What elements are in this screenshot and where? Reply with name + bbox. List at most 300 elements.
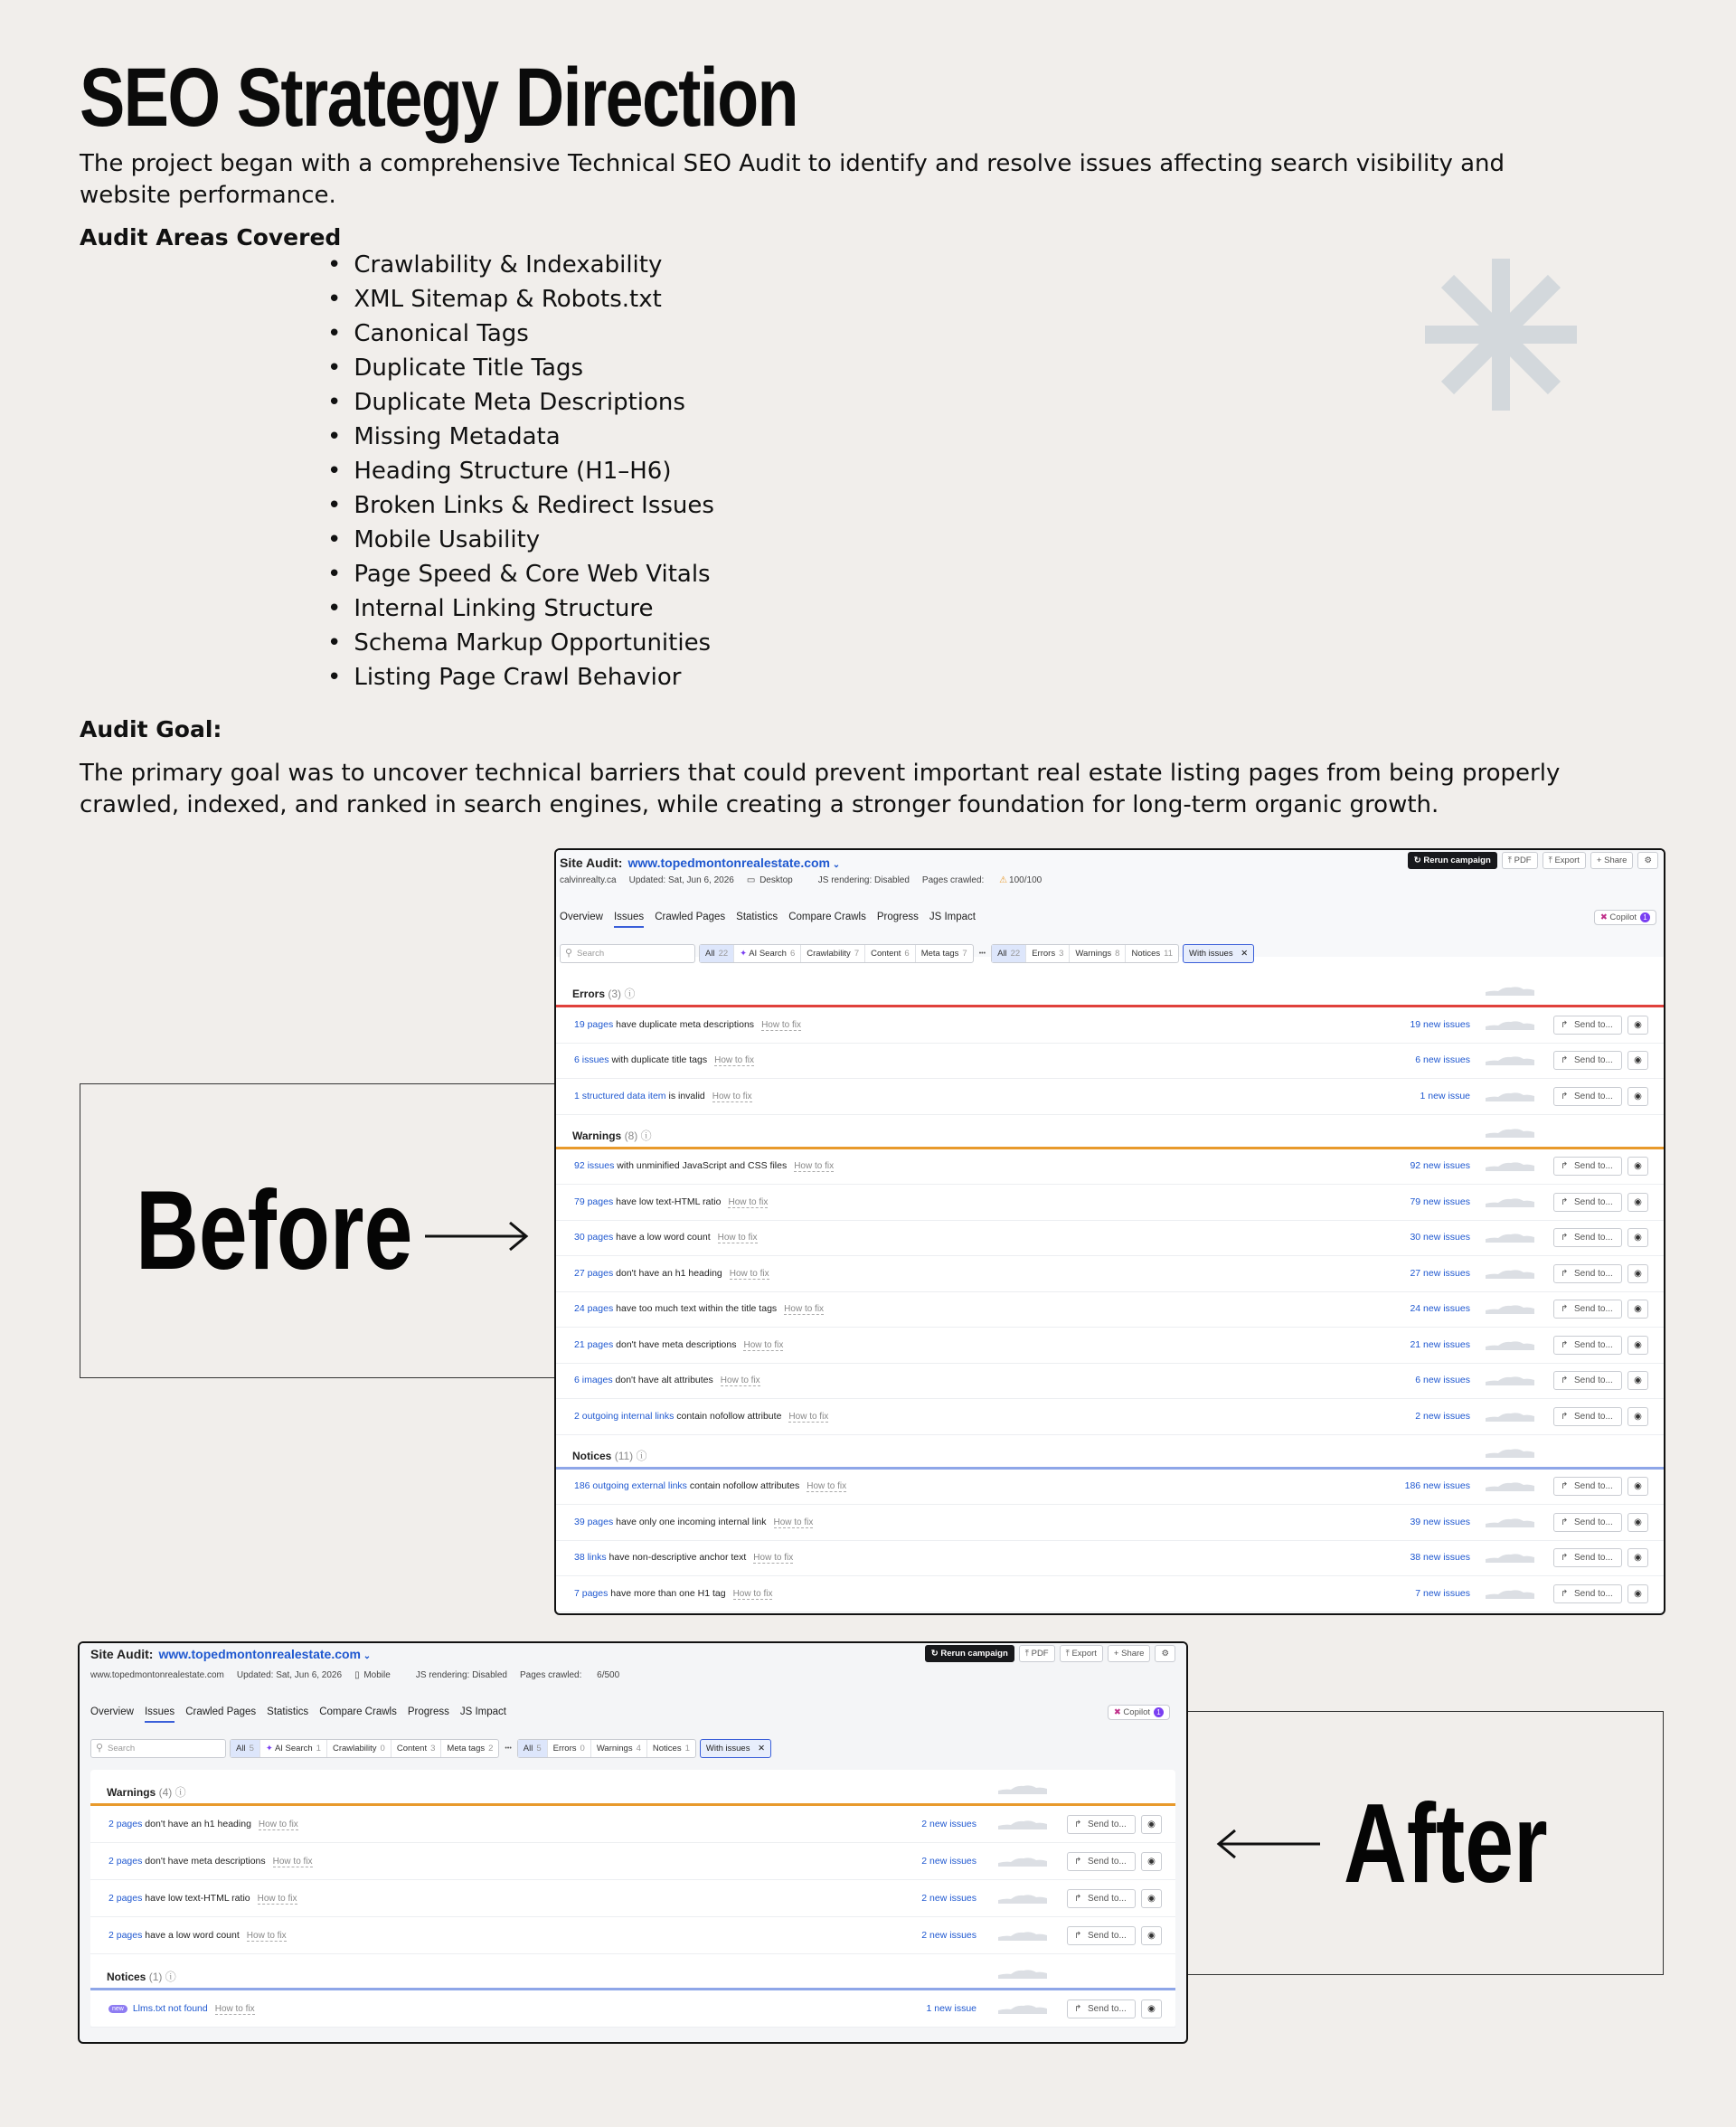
issue-row xyxy=(556,1505,1664,1541)
copilot-label: Copilot xyxy=(1609,912,1637,922)
export-button[interactable] xyxy=(1060,1645,1103,1662)
section-header-notices xyxy=(90,1954,1175,1990)
send-to-button[interactable]: ↱ Send to... xyxy=(1553,1584,1622,1603)
before-audit-screenshot xyxy=(554,848,1665,1615)
send-to-button[interactable]: ↱ Send to... xyxy=(1067,1815,1136,1834)
tab-bar xyxy=(560,912,976,928)
tab-progress[interactable]: Progress xyxy=(876,912,919,922)
issue-row xyxy=(90,1917,1175,1954)
section-header-notices xyxy=(556,1435,1664,1470)
chevron-down-icon[interactable]: ⌄ xyxy=(830,860,841,870)
panel-header xyxy=(556,850,1664,957)
issue-link[interactable]: 7 pages xyxy=(574,1587,609,1599)
section-count: (3) xyxy=(608,988,622,1000)
filter-meta-tags[interactable] xyxy=(441,1740,498,1757)
filter-label: Notices xyxy=(1131,949,1161,959)
copilot-icon: ✖ xyxy=(1113,1707,1124,1717)
send-to-button[interactable]: ↱ Send to... xyxy=(1553,1157,1622,1176)
issue-sparkline xyxy=(1486,1551,1534,1563)
issue-text xyxy=(108,1856,313,1867)
how-to-fix-link[interactable]: How to fix xyxy=(214,2003,255,2014)
share-icon: + xyxy=(1596,856,1605,865)
send-to-button[interactable]: ↱ Send to... xyxy=(1067,1999,1136,2018)
pages-crawled-value: 100/100 xyxy=(1009,875,1043,885)
send-to-button[interactable]: ↱ Send to... xyxy=(1067,1889,1136,1908)
eye-icon[interactable]: ◉ xyxy=(1628,1513,1648,1532)
filter-ai-search[interactable] xyxy=(260,1740,327,1757)
send-to-button[interactable]: ↱ Send to... xyxy=(1553,1087,1622,1106)
send-to-button[interactable]: ↱ Send to... xyxy=(1553,1513,1622,1532)
how-to-fix-link[interactable]: How to fix xyxy=(729,1268,769,1279)
eye-icon[interactable]: ◉ xyxy=(1628,1051,1648,1070)
info-icon: ⓘ xyxy=(633,1449,647,1462)
eye-icon[interactable]: ◉ xyxy=(1628,1371,1648,1390)
new-issues-link[interactable]: 2 new issues xyxy=(1415,1410,1470,1422)
left-arrow-icon xyxy=(1213,1825,1322,1863)
eye-icon[interactable]: ◉ xyxy=(1628,1157,1648,1176)
issue-sparkline xyxy=(1486,1302,1534,1314)
issue-link[interactable]: 92 issues xyxy=(574,1160,615,1172)
tab-issues[interactable]: Issues xyxy=(145,1706,175,1723)
issue-link[interactable]: Llms.txt not found xyxy=(132,2002,208,2014)
category-filter-group xyxy=(230,1739,499,1758)
before-label: Before xyxy=(136,1168,413,1293)
issue-text xyxy=(574,1339,783,1350)
issue-description: don't have an h1 heading xyxy=(145,1818,251,1829)
export-label: Export xyxy=(1554,856,1580,865)
issue-description: have more than one H1 tag xyxy=(610,1587,726,1599)
eye-icon[interactable]: ◉ xyxy=(1628,1548,1648,1567)
issues-list xyxy=(556,973,1664,1612)
how-to-fix-link[interactable]: How to fix xyxy=(761,1019,801,1030)
send-to-button[interactable]: ↱ Send to... xyxy=(1553,1477,1622,1496)
new-issues-link[interactable]: 2 new issues xyxy=(921,1855,976,1867)
filter-notices[interactable] xyxy=(1126,945,1178,962)
issue-description: is invalid xyxy=(668,1090,705,1101)
how-to-fix-link[interactable]: How to fix xyxy=(246,1930,287,1941)
toolbar xyxy=(1408,852,1658,869)
issue-link[interactable]: 2 outgoing internal links xyxy=(574,1410,675,1422)
issue-link[interactable]: 27 pages xyxy=(574,1267,614,1279)
issue-text xyxy=(108,1893,297,1904)
search-input[interactable]: ⚲ Search xyxy=(560,944,695,963)
issue-description: contain nofollow attributes xyxy=(689,1480,800,1492)
section-count: (4) xyxy=(158,1786,173,1799)
filter-label: Meta tags xyxy=(920,949,959,959)
pdf-icon: ⤒ xyxy=(1024,1649,1032,1659)
filter-label: All xyxy=(705,949,715,959)
with-issues-toggle[interactable] xyxy=(700,1739,771,1758)
domain-link[interactable]: www.topedmontonrealestate.com xyxy=(627,856,830,870)
issue-row xyxy=(90,1990,1175,2028)
new-issues-link[interactable]: 2 new issues xyxy=(921,1892,976,1904)
eye-icon[interactable]: ◉ xyxy=(1141,1889,1162,1908)
copilot-button[interactable] xyxy=(1108,1705,1170,1720)
filter-label: Content xyxy=(871,949,901,959)
right-arrow-icon xyxy=(423,1217,530,1255)
share-button[interactable] xyxy=(1590,852,1634,869)
pdf-button[interactable] xyxy=(1019,1645,1055,1662)
send-to-button[interactable]: ↱ Send to... xyxy=(1553,1051,1622,1070)
eye-icon[interactable]: ◉ xyxy=(1141,1815,1162,1834)
after-audit-screenshot xyxy=(78,1641,1188,2044)
eye-icon[interactable]: ◉ xyxy=(1628,1016,1648,1035)
section-name: Warnings xyxy=(107,1786,156,1799)
issue-text xyxy=(574,1517,813,1527)
new-issues-link[interactable]: 2 new issues xyxy=(921,1929,976,1941)
issue-text xyxy=(108,2003,255,2014)
issue-link[interactable]: 19 pages xyxy=(574,1018,614,1030)
issue-row xyxy=(90,1806,1175,1843)
export-icon: ⤒ xyxy=(1548,856,1555,865)
issue-description: have duplicate meta descriptions xyxy=(616,1018,755,1030)
issue-description: with duplicate title tags xyxy=(611,1054,708,1066)
issue-row xyxy=(90,1843,1175,1880)
how-to-fix-link[interactable]: How to fix xyxy=(794,1161,835,1172)
send-to-button[interactable]: ↱ Send to... xyxy=(1553,1407,1622,1426)
pages-crawled-label: Pages crawled: xyxy=(519,1670,582,1680)
updated-date: Updated: Sat, Jun 6, 2026 xyxy=(628,875,734,885)
with-issues-label: With issues xyxy=(1189,949,1233,959)
section-sparkline xyxy=(1486,1446,1534,1458)
audit-area-item: • Schema Markup Opportunities xyxy=(327,626,714,660)
issue-link[interactable]: 2 pages xyxy=(108,1892,143,1904)
share-label: Share xyxy=(1604,856,1628,865)
eye-icon[interactable]: ◉ xyxy=(1628,1584,1648,1603)
export-icon: ⤒ xyxy=(1065,1649,1072,1659)
asterisk-icon xyxy=(1420,253,1582,416)
eye-icon[interactable]: ◉ xyxy=(1628,1336,1648,1355)
audit-area-item: • Listing Page Crawl Behavior xyxy=(327,660,714,695)
copilot-icon: ✖ xyxy=(1599,912,1610,922)
how-to-fix-link[interactable]: How to fix xyxy=(807,1481,847,1492)
chevron-down-icon[interactable]: ⌄ xyxy=(361,1651,372,1661)
eye-icon[interactable]: ◉ xyxy=(1628,1264,1648,1283)
copilot-count-badge: 1 xyxy=(1154,1707,1164,1717)
eye-icon[interactable]: ◉ xyxy=(1628,1193,1648,1212)
filter-ai-search[interactable] xyxy=(734,945,801,962)
filter-content[interactable] xyxy=(392,1740,442,1757)
new-issues-link[interactable]: 27 new issues xyxy=(1410,1267,1470,1279)
new-issues-link[interactable]: 2 new issues xyxy=(921,1818,976,1829)
filter-label: All xyxy=(236,1744,246,1754)
more-icon[interactable]: ••• xyxy=(978,950,986,957)
eye-icon[interactable]: ◉ xyxy=(1628,1087,1648,1106)
issue-text xyxy=(108,1819,298,1829)
issue-link[interactable]: 6 issues xyxy=(574,1054,609,1066)
send-to-button[interactable]: ↱ Send to... xyxy=(1553,1193,1622,1212)
filter-label: Notices xyxy=(652,1744,682,1754)
issue-text xyxy=(574,1552,793,1563)
pdf-button[interactable] xyxy=(1502,852,1538,869)
new-issues-link[interactable]: 186 new issues xyxy=(1404,1480,1470,1492)
how-to-fix-link[interactable]: How to fix xyxy=(732,1588,773,1599)
how-to-fix-link[interactable]: How to fix xyxy=(712,1091,752,1101)
filter-count: 22 xyxy=(718,949,729,959)
filter-errors[interactable] xyxy=(1026,945,1070,962)
filter-label: AI Search xyxy=(749,949,787,959)
issue-link[interactable]: 1 structured data item xyxy=(574,1090,666,1101)
issue-row xyxy=(556,1576,1664,1612)
section-name: Notices xyxy=(572,1449,612,1462)
issue-description: have a low word count xyxy=(145,1929,240,1941)
send-to-button[interactable]: ↱ Send to... xyxy=(1553,1264,1622,1283)
filter-label: Errors xyxy=(1032,949,1056,959)
issue-row xyxy=(556,1149,1664,1186)
issue-text xyxy=(574,1303,824,1314)
send-to-button[interactable]: ↱ Send to... xyxy=(1067,1926,1136,1945)
filter-errors[interactable] xyxy=(548,1740,591,1757)
new-issues-link[interactable]: 21 new issues xyxy=(1410,1338,1470,1350)
tab-compare-crawls[interactable]: Compare Crawls xyxy=(319,1706,397,1717)
filter-label: AI Search xyxy=(274,1744,313,1754)
filter-count: 2 xyxy=(488,1744,494,1754)
send-to-button[interactable]: ↱ Send to... xyxy=(1553,1336,1622,1355)
tab-overview[interactable]: Overview xyxy=(560,912,603,922)
close-icon[interactable]: ✕ xyxy=(755,1744,766,1754)
new-issues-link[interactable]: 39 new issues xyxy=(1410,1516,1470,1527)
how-to-fix-link[interactable]: How to fix xyxy=(717,1233,758,1243)
send-to-button[interactable]: ↱ Send to... xyxy=(1553,1228,1622,1247)
filter-bar xyxy=(560,944,1254,963)
how-to-fix-link[interactable]: How to fix xyxy=(728,1196,769,1207)
device-text: Mobile xyxy=(363,1670,391,1680)
filter-warnings[interactable] xyxy=(1070,945,1126,962)
pages-crawled-value: 6/500 xyxy=(597,1670,620,1680)
tab-js-impact[interactable]: JS Impact xyxy=(929,912,976,922)
send-to-button[interactable]: ↱ Send to... xyxy=(1553,1371,1622,1390)
issue-link[interactable]: 2 pages xyxy=(108,1929,143,1941)
section-title xyxy=(572,986,635,1001)
section-count: (1) xyxy=(148,1971,163,1983)
tab-progress[interactable]: Progress xyxy=(407,1706,449,1717)
tab-statistics[interactable]: Statistics xyxy=(736,912,778,922)
new-issues-link[interactable]: 19 new issues xyxy=(1410,1018,1470,1030)
close-icon[interactable]: ✕ xyxy=(1238,949,1249,959)
issue-text xyxy=(574,1091,752,1101)
device-label xyxy=(747,875,806,885)
updated-date: Updated: Sat, Jun 6, 2026 xyxy=(236,1670,343,1680)
new-issues-link[interactable]: 1 new issue xyxy=(1420,1090,1470,1101)
filter-crawlability[interactable] xyxy=(327,1740,392,1757)
issue-row xyxy=(90,1880,1175,1917)
new-issues-link[interactable]: 79 new issues xyxy=(1410,1196,1470,1207)
issue-sparkline xyxy=(1486,1410,1534,1422)
tab-crawled-pages[interactable]: Crawled Pages xyxy=(655,912,726,922)
more-icon[interactable]: ••• xyxy=(505,1745,512,1752)
section-title xyxy=(572,1448,647,1463)
rerun-campaign-button[interactable] xyxy=(925,1645,1014,1662)
how-to-fix-link[interactable]: How to fix xyxy=(784,1304,825,1315)
tab-crawled-pages[interactable]: Crawled Pages xyxy=(185,1706,257,1717)
filter-all[interactable] xyxy=(518,1740,548,1757)
page-title: SEO Strategy Direction xyxy=(80,52,797,144)
issue-link[interactable]: 30 pages xyxy=(574,1232,614,1243)
section-sparkline xyxy=(1486,984,1534,996)
eye-icon[interactable]: ◉ xyxy=(1628,1477,1648,1496)
filter-count: 5 xyxy=(249,1744,254,1754)
issue-sparkline xyxy=(1486,1054,1534,1065)
site-audit-label: Site Audit: xyxy=(90,1647,154,1661)
issue-text xyxy=(574,1054,754,1065)
filter-count: 0 xyxy=(380,1744,385,1754)
how-to-fix-link[interactable]: How to fix xyxy=(258,1819,298,1829)
how-to-fix-link[interactable]: How to fix xyxy=(788,1411,829,1422)
issue-description: don't have alt attributes xyxy=(615,1375,713,1386)
filter-count: 22 xyxy=(1010,949,1021,959)
eye-icon[interactable]: ◉ xyxy=(1628,1407,1648,1426)
issue-link[interactable]: 79 pages xyxy=(574,1196,614,1207)
desktop-icon: ▭ xyxy=(746,875,759,885)
issue-sparkline xyxy=(1486,1587,1534,1599)
eye-icon[interactable]: ◉ xyxy=(1141,1999,1162,2018)
new-issues-link[interactable]: 1 new issue xyxy=(926,2002,976,2014)
how-to-fix-link[interactable]: How to fix xyxy=(272,1856,313,1867)
issue-description: have non-descriptive anchor text xyxy=(609,1552,747,1564)
filter-warnings[interactable] xyxy=(591,1740,647,1757)
new-issues-link[interactable]: 7 new issues xyxy=(1415,1587,1470,1599)
audit-area-item: • Duplicate Meta Descriptions xyxy=(327,385,714,420)
issue-link[interactable]: 38 links xyxy=(574,1552,607,1564)
domain-link[interactable]: www.topedmontonrealestate.com xyxy=(158,1647,361,1661)
rerun-label: Rerun campaign xyxy=(1423,856,1491,865)
filter-count: 3 xyxy=(430,1744,436,1754)
eye-icon[interactable]: ◉ xyxy=(1628,1300,1648,1319)
audit-area-item: • Canonical Tags xyxy=(327,317,714,351)
refresh-icon: ↻ xyxy=(1413,856,1424,865)
sub-domain: calvinrealty.ca xyxy=(560,875,617,885)
new-issues-link[interactable]: 38 new issues xyxy=(1410,1552,1470,1564)
tab-statistics[interactable]: Statistics xyxy=(267,1706,309,1717)
new-issues-link[interactable]: 24 new issues xyxy=(1410,1303,1470,1315)
tab-bar xyxy=(90,1706,506,1723)
issue-link[interactable]: 186 outgoing external links xyxy=(574,1480,687,1492)
how-to-fix-link[interactable]: How to fix xyxy=(773,1517,814,1527)
filter-count: 7 xyxy=(962,949,967,959)
issue-link[interactable]: 2 pages xyxy=(108,1855,143,1867)
new-issues-link[interactable]: 6 new issues xyxy=(1415,1054,1470,1066)
filter-all[interactable] xyxy=(700,945,734,962)
how-to-fix-link[interactable]: How to fix xyxy=(714,1055,755,1066)
issue-text xyxy=(574,1019,801,1030)
issue-text xyxy=(574,1160,834,1171)
rerun-campaign-button[interactable] xyxy=(1408,852,1497,869)
eye-icon[interactable]: ◉ xyxy=(1628,1228,1648,1247)
issue-link[interactable]: 2 pages xyxy=(108,1818,143,1829)
filter-notices[interactable] xyxy=(647,1740,695,1757)
issue-link[interactable]: 6 images xyxy=(574,1375,613,1386)
search-input[interactable]: ⚲ Search xyxy=(90,1739,226,1758)
issue-sparkline xyxy=(1486,1516,1534,1527)
filter-label: All xyxy=(997,949,1007,959)
settings-gear-icon[interactable]: ⚙ xyxy=(1637,852,1658,869)
filter-all[interactable] xyxy=(992,945,1026,962)
pdf-label: PDF xyxy=(1031,1649,1049,1659)
eye-icon[interactable]: ◉ xyxy=(1141,1852,1162,1871)
export-button[interactable] xyxy=(1543,852,1586,869)
issue-sparkline xyxy=(1486,1267,1534,1279)
section-title xyxy=(572,1128,652,1143)
with-issues-toggle[interactable] xyxy=(1183,944,1254,963)
section-header-errors xyxy=(556,973,1664,1007)
filter-crawlability[interactable] xyxy=(801,945,865,962)
issue-text xyxy=(574,1480,846,1491)
filter-count: 5 xyxy=(536,1744,542,1754)
after-label: After xyxy=(1344,1782,1548,1906)
copilot-button[interactable] xyxy=(1594,910,1656,925)
send-to-button[interactable]: ↱ Send to... xyxy=(1553,1548,1622,1567)
settings-gear-icon[interactable]: ⚙ xyxy=(1155,1645,1175,1662)
sub-domain: www.topedmontonrealestate.com xyxy=(90,1670,224,1680)
send-to-button[interactable]: ↱ Send to... xyxy=(1553,1300,1622,1319)
how-to-fix-link[interactable]: How to fix xyxy=(257,1893,297,1904)
issue-row xyxy=(556,1541,1664,1577)
tab-compare-crawls[interactable]: Compare Crawls xyxy=(788,912,866,922)
issue-sparkline xyxy=(998,1929,1047,1941)
how-to-fix-link[interactable]: How to fix xyxy=(753,1553,794,1564)
issue-row xyxy=(556,1364,1664,1400)
issue-sparkline xyxy=(1486,1018,1534,1030)
tab-js-impact[interactable]: JS Impact xyxy=(459,1706,506,1717)
issue-sparkline xyxy=(1486,1338,1534,1350)
refresh-icon: ↻ xyxy=(930,1649,941,1659)
new-issues-link[interactable]: 30 new issues xyxy=(1410,1232,1470,1243)
filter-label: Warnings xyxy=(596,1744,633,1754)
filter-meta-tags[interactable] xyxy=(916,945,973,962)
share-button[interactable] xyxy=(1108,1645,1151,1662)
issue-link[interactable]: 39 pages xyxy=(574,1516,614,1527)
filter-count: 6 xyxy=(789,949,796,959)
filter-label: Meta tags xyxy=(447,1744,486,1754)
how-to-fix-link[interactable]: How to fix xyxy=(743,1339,784,1350)
tab-issues[interactable]: Issues xyxy=(614,912,644,928)
panel-header xyxy=(80,1643,1186,1754)
issue-row xyxy=(556,1399,1664,1435)
filter-label: Warnings xyxy=(1075,949,1112,959)
filter-count: 6 xyxy=(904,949,910,959)
send-to-button[interactable]: ↱ Send to... xyxy=(1553,1016,1622,1035)
eye-icon[interactable]: ◉ xyxy=(1141,1926,1162,1945)
breadcrumb xyxy=(90,1647,371,1661)
issue-link[interactable]: 21 pages xyxy=(574,1338,614,1350)
filter-count: 11 xyxy=(1164,949,1174,959)
section-title xyxy=(107,1969,176,1984)
section-header-warnings xyxy=(90,1770,1175,1806)
new-issues-link[interactable]: 6 new issues xyxy=(1415,1375,1470,1386)
tab-overview[interactable]: Overview xyxy=(90,1706,134,1717)
issue-row xyxy=(556,1256,1664,1292)
new-issues-link[interactable]: 92 new issues xyxy=(1410,1160,1470,1172)
filter-all[interactable] xyxy=(231,1740,260,1757)
issue-link[interactable]: 24 pages xyxy=(574,1303,614,1315)
site-audit-label: Site Audit: xyxy=(560,856,623,870)
issue-description: contain nofollow attribute xyxy=(676,1410,782,1422)
issue-row xyxy=(556,1470,1664,1506)
send-to-button[interactable]: ↱ Send to... xyxy=(1067,1852,1136,1871)
issue-sparkline xyxy=(998,1818,1047,1829)
pdf-icon: ⤒ xyxy=(1507,856,1514,865)
filter-count: 8 xyxy=(1115,949,1120,959)
issue-description: have low text-HTML ratio xyxy=(145,1892,250,1904)
filter-bar xyxy=(90,1739,771,1758)
issue-description: have only one incoming internal link xyxy=(616,1516,767,1527)
section-name: Notices xyxy=(107,1971,146,1983)
how-to-fix-link[interactable]: How to fix xyxy=(720,1375,760,1386)
issue-description: don't have an h1 heading xyxy=(616,1267,722,1279)
js-rendering: JS rendering: Disabled xyxy=(415,1670,507,1680)
issue-text xyxy=(574,1196,768,1207)
filter-content[interactable] xyxy=(865,945,916,962)
